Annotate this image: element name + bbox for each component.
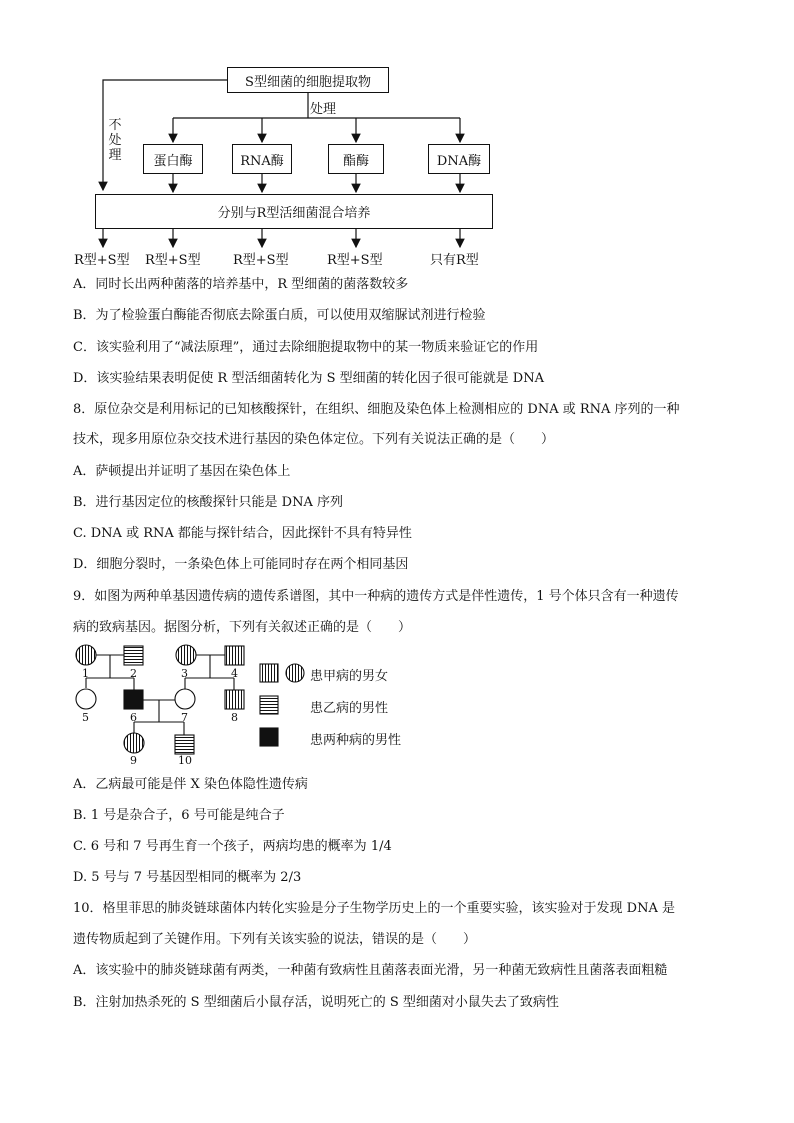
enzyme-box-rnase: RNA酶: [232, 144, 292, 174]
q9-stem-line1: 9．如图为两种单基因遗传病的遗传系谱图，其中一种病的遗传方式是伴性遗传，1 号个体只含有一种遗传: [73, 589, 679, 604]
legend-jia-label: 患甲病的男女: [310, 669, 389, 684]
q7-option-d: D．该实验结果表明促使 R 型活细菌转化为 S 型细菌的转化因子很可能就是 DNA: [73, 371, 544, 386]
mix-culture-box: 分别与R型活细菌混合培养: [95, 194, 493, 229]
q7-option-b: B．为了检验蛋白酶能否彻底去除蛋白质，可以使用双缩脲试剂进行检验: [73, 308, 486, 323]
pedigree-number: 10: [178, 754, 192, 767]
legend-both-male-symbol: [260, 728, 278, 746]
pedigree-number: 9: [130, 754, 137, 767]
pedigree-number: 3: [181, 667, 188, 680]
pedigree-number: 2: [130, 667, 137, 680]
q9-option-b: B. 1 号是杂合子，6 号可能是纯合子: [73, 808, 285, 823]
q7-option-c: C．该实验利用了“减法原理”，通过去除细胞提取物中的某一物质来验证它的作用: [73, 340, 539, 355]
enzyme-box-esterase: 酯酶: [328, 144, 384, 174]
pedigree-svg: [0, 640, 794, 770]
pedigree-individual-9: [124, 733, 144, 753]
q8-stem-line2: 技术，现多用原位杂交技术进行基因的染色体定位。下列有关说法正确的是（ ）: [73, 432, 555, 447]
pedigree-number: 5: [82, 711, 89, 724]
q9-option-d: D. 5 号与 7 号基因型相同的概率为 2/3: [73, 870, 302, 885]
pedigree-number: 4: [231, 667, 238, 680]
pedigree-number: 7: [181, 711, 188, 724]
q8-option-a: A．萨顿提出并证明了基因在染色体上: [73, 464, 291, 479]
pedigree-individual-2: [124, 646, 143, 665]
legend-yi-label: 患乙病的男性: [310, 701, 389, 716]
pedigree-individual-10: [175, 735, 194, 754]
pedigree-individual-7: [175, 689, 195, 709]
enzyme-box-protease: 蛋白酶: [143, 144, 203, 174]
q9-option-a: A．乙病最可能是伴 X 染色体隐性遗传病: [73, 777, 308, 792]
pedigree-number: 6: [130, 711, 137, 724]
treat-label: 处理: [310, 102, 337, 117]
q7-option-a: A．同时长出两种菌落的培养基中，R 型细菌的菌落数较多: [73, 277, 409, 292]
pedigree-number: 1: [82, 667, 89, 680]
pedigree-individual-8: [225, 690, 244, 709]
enzyme-box-dnase: DNA酶: [428, 144, 490, 174]
pedigree-individual-5: [76, 689, 96, 709]
pedigree-number: 8: [231, 711, 238, 724]
pedigree-individual-1: [76, 645, 96, 665]
pedigree-individual-3: [176, 645, 196, 665]
pedigree-individual-6: [124, 690, 143, 709]
result-label: R型+S型: [74, 253, 130, 268]
q8-option-c: C. DNA 或 RNA 都能与探针结合，因此探针不具有特异性: [73, 526, 412, 541]
q9-option-c: C. 6 号和 7 号再生育一个孩子，两病均患的概率为 1/4: [73, 839, 392, 854]
legend-yi-male-symbol: [260, 696, 278, 714]
untreated-label: 不处理: [108, 118, 122, 163]
q10-stem-line2: 遗传物质起到了关键作用。下列有关该实验的说法，错误的是（ ）: [73, 932, 477, 947]
legend-jia-female-symbol: [286, 664, 304, 682]
result-label: R型+S型: [327, 253, 383, 268]
q9-stem-line2: 病的致病基因。据图分析，下列有关叙述正确的是（ ）: [73, 620, 412, 635]
q8-option-d: D．细胞分裂时，一条染色体上可能同时存在两个相同基因: [73, 557, 409, 572]
legend-both-label: 患两种病的男性: [310, 733, 402, 748]
q10-stem-line1: 10．格里菲思的肺炎链球菌体内转化实验是分子生物学历史上的一个重要实验，该实验对于发现 DNA 是: [73, 901, 675, 916]
result-label: R型+S型: [233, 253, 289, 268]
q10-option-b: B．注射加热杀死的 S 型细菌后小鼠存活，说明死亡的 S 型细菌对小鼠失去了致病性: [73, 995, 559, 1010]
q8-stem-line1: 8．原位杂交是利用标记的已知核酸探针，在组织、细胞及染色体上检测相应的 DNA 或 RNA 序列的一种: [73, 402, 680, 417]
result-label: R型+S型: [145, 253, 201, 268]
q8-option-b: B．进行基因定位的核酸探针只能是 DNA 序列: [73, 495, 344, 510]
legend-jia-male-symbol: [260, 664, 278, 682]
extract-box: S型细菌的细胞提取物: [227, 67, 389, 93]
pedigree-individual-4: [225, 646, 244, 665]
result-label: 只有R型: [430, 253, 479, 268]
q10-option-a: A．该实验中的肺炎链球菌有两类，一种菌有致病性且菌落表面光滑，另一种菌无致病性且菌落表面粗糙: [73, 963, 668, 978]
